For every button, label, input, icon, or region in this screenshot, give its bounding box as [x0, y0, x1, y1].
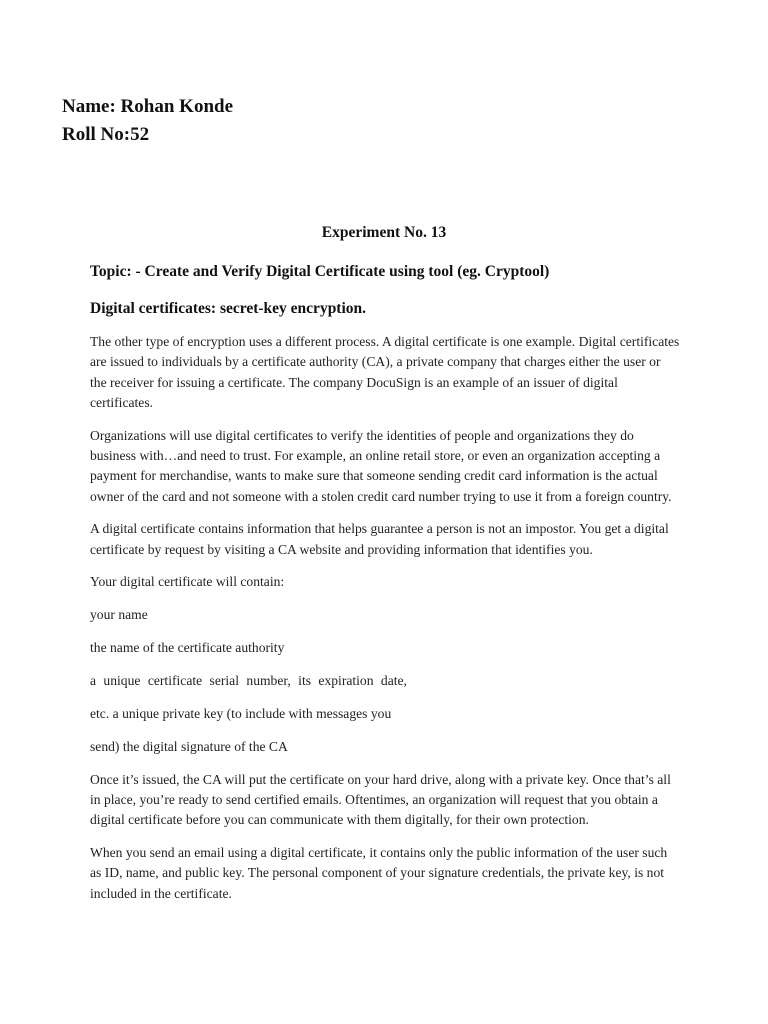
section-subheading: Digital certificates: secret-key encryption. — [90, 300, 367, 317]
document-body — [90, 262, 680, 916]
experiment-title: Experiment No. 13 — [321, 224, 447, 241]
student-info — [62, 93, 233, 149]
certificate-item-private-key: etc. a unique private key (to include with messages you — [90, 705, 392, 721]
certificate-item-ca-name: the name of the certificate authority — [90, 639, 285, 655]
certificate-item-serial: a unique certificate serial number, its expiration date, — [90, 672, 407, 688]
roll-number: Roll No:52 — [62, 124, 150, 145]
topic-heading: Topic: - Create and Verify Digital Certificate using tool (eg. Cryptool) — [90, 263, 550, 280]
certificate-item-signature: send) the digital signature of the CA — [90, 738, 288, 754]
paragraph-email: When you send an email using a digital certificate, it contains only the public information of the user such as ID, name, and public key. The personal component of your signature credentials, the private key, is not included in the certificate. — [90, 844, 668, 901]
student-name: Name: Rohan Konde — [62, 96, 234, 117]
certificate-contents-intro: Your digital certificate will contain: — [90, 574, 285, 590]
paragraph-intro: The other type of encryption uses a different process. A digital certificate is one example. Digital certificates are issued to individuals by a certificate authority (CA), a private company that charges either the user or the receiver for issuing a certificate. The company DocuSign is an example of an issuer of digital certificates. — [90, 334, 680, 411]
paragraph-organizations: Organizations will use digital certificates to verify the identities of people and organizations they do business with…and need to trust. For example, an online retail store, or even an organization accepting a payment for merchandise, wants to make sure that someone sending credit card information is the actual owner of the card and not someone with a stolen credit card number trying to use it from a foreign country. — [90, 427, 672, 504]
certificate-item-name: your name — [90, 606, 148, 622]
paragraph-impostor: A digital certificate contains information that helps guarantee a person is not an impostor. You get a digital certificate by request by visiting a CA website and providing information that identifies you. — [90, 521, 669, 557]
paragraph-issued: Once it’s issued, the CA will put the certificate on your hard drive, along with a private key. Once that’s all in place, you’re ready to send certified emails. Oftentimes, an organization will request that you obtain a digital certificate before you can communicate with them digitally, for their own protection. — [90, 771, 671, 828]
